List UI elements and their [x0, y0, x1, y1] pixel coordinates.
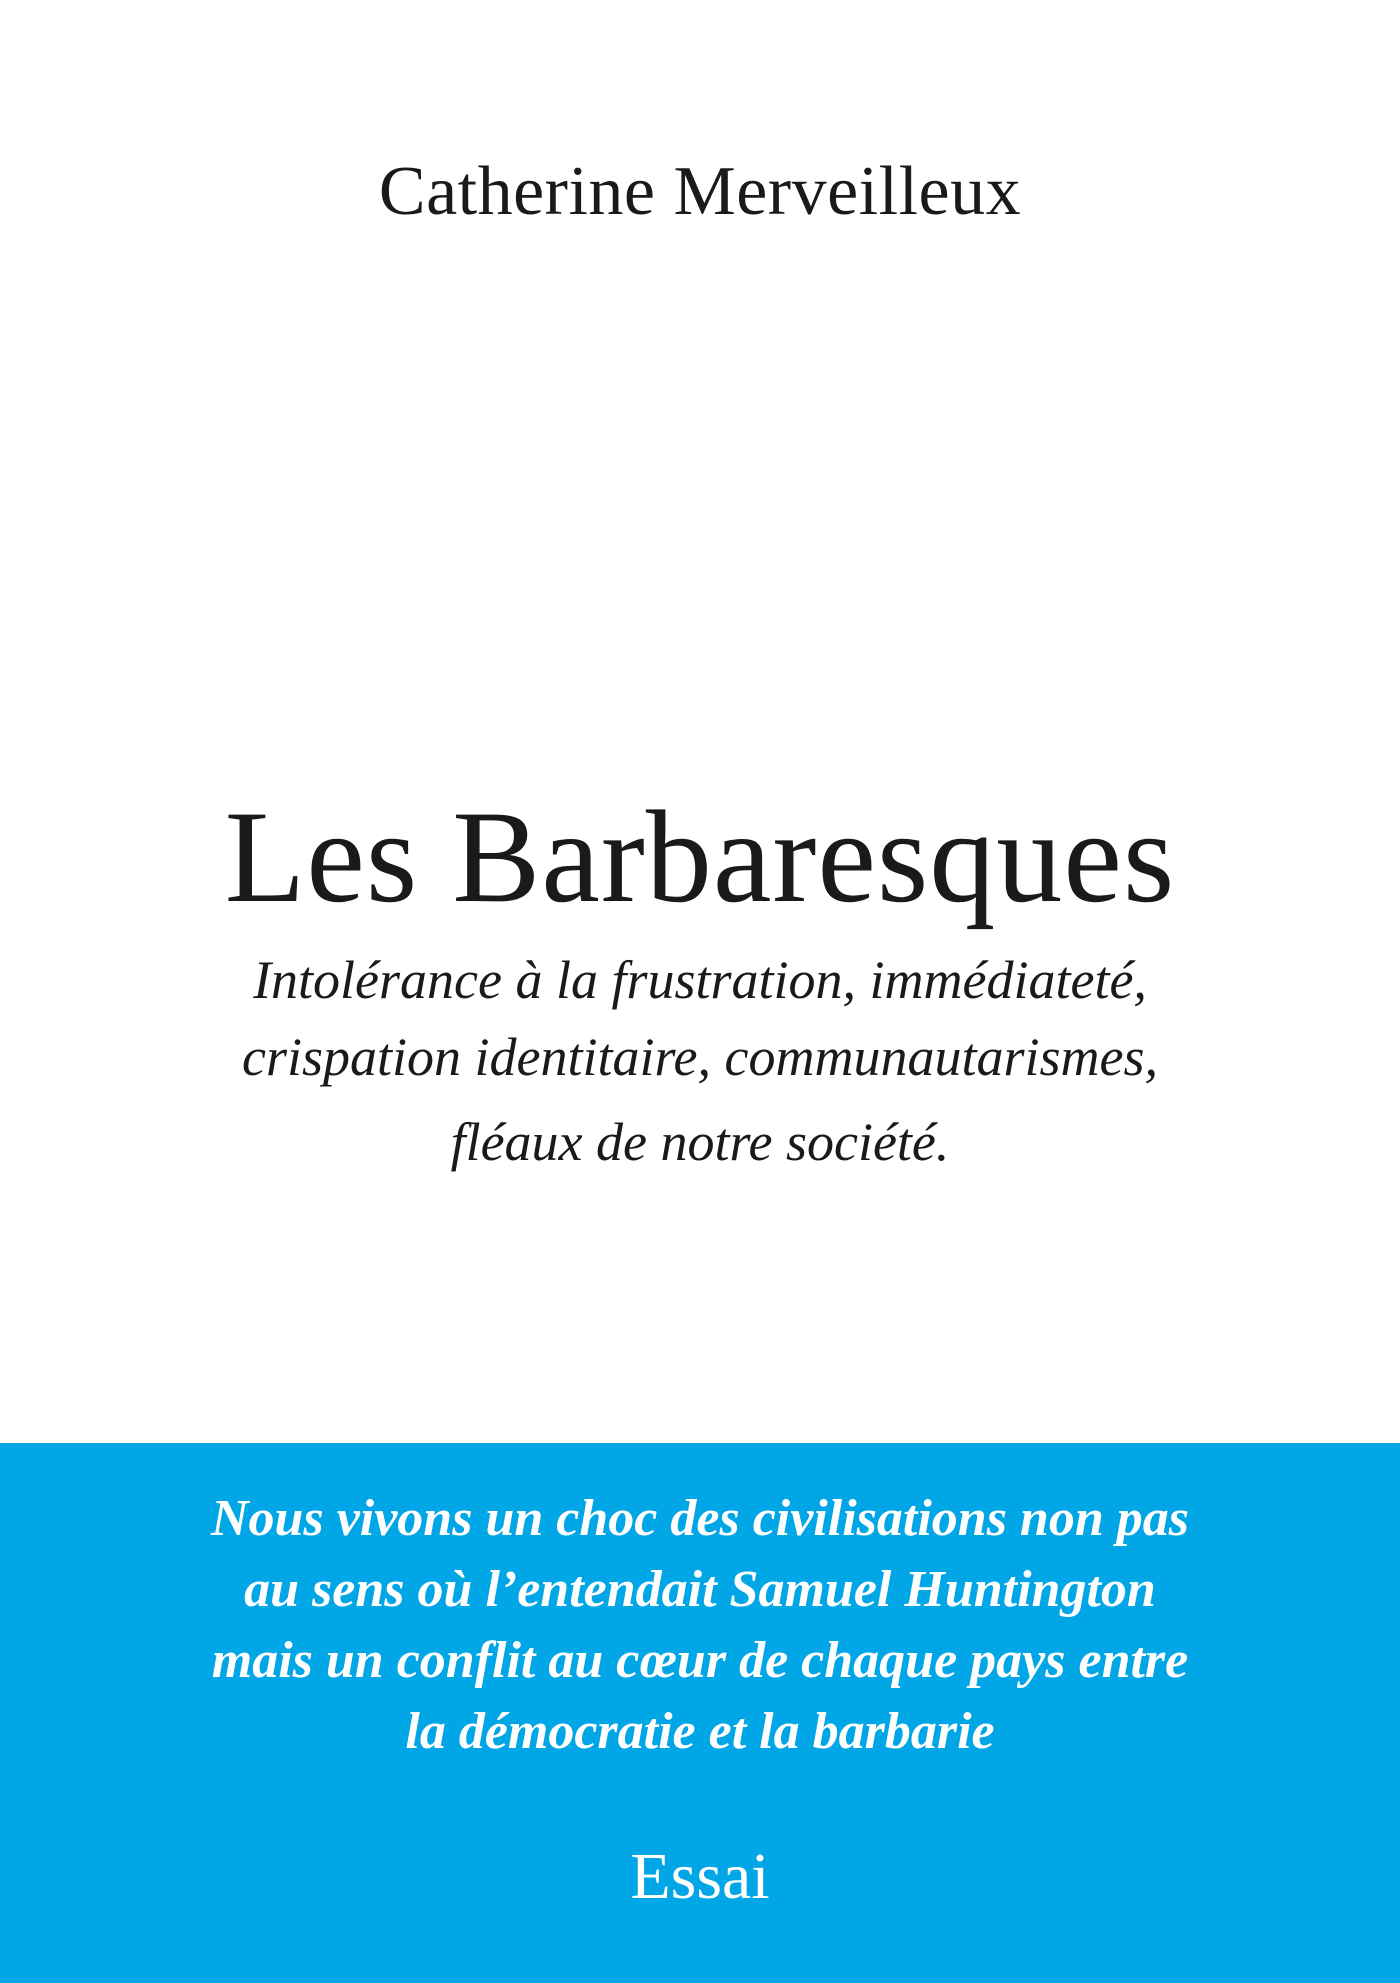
author-name: Catherine Merveilleux: [378, 153, 1022, 230]
genre-label: Essai: [630, 1840, 770, 1913]
subtitle-line-1: Intolérance à la frustration, immédiateté,: [253, 950, 1147, 1010]
tagline-line-4: la démocratie et la barbarie: [405, 1703, 995, 1760]
subtitle-line-3: fléaux de notre société.: [450, 1112, 950, 1172]
book-title: Les Barbaresques: [224, 783, 1176, 930]
blue-band: [0, 1443, 1400, 1983]
subtitle-line-2: crispation identitaire, communautarismes,: [242, 1027, 1158, 1087]
tagline-line-3: mais un conflit au cœur de chaque pays entre: [211, 1632, 1189, 1689]
tagline-line-1: Nous vivons un choc des civilisations non pas: [210, 1490, 1190, 1547]
tagline-line-2: au sens où l’entendait Samuel Huntington: [244, 1561, 1156, 1618]
